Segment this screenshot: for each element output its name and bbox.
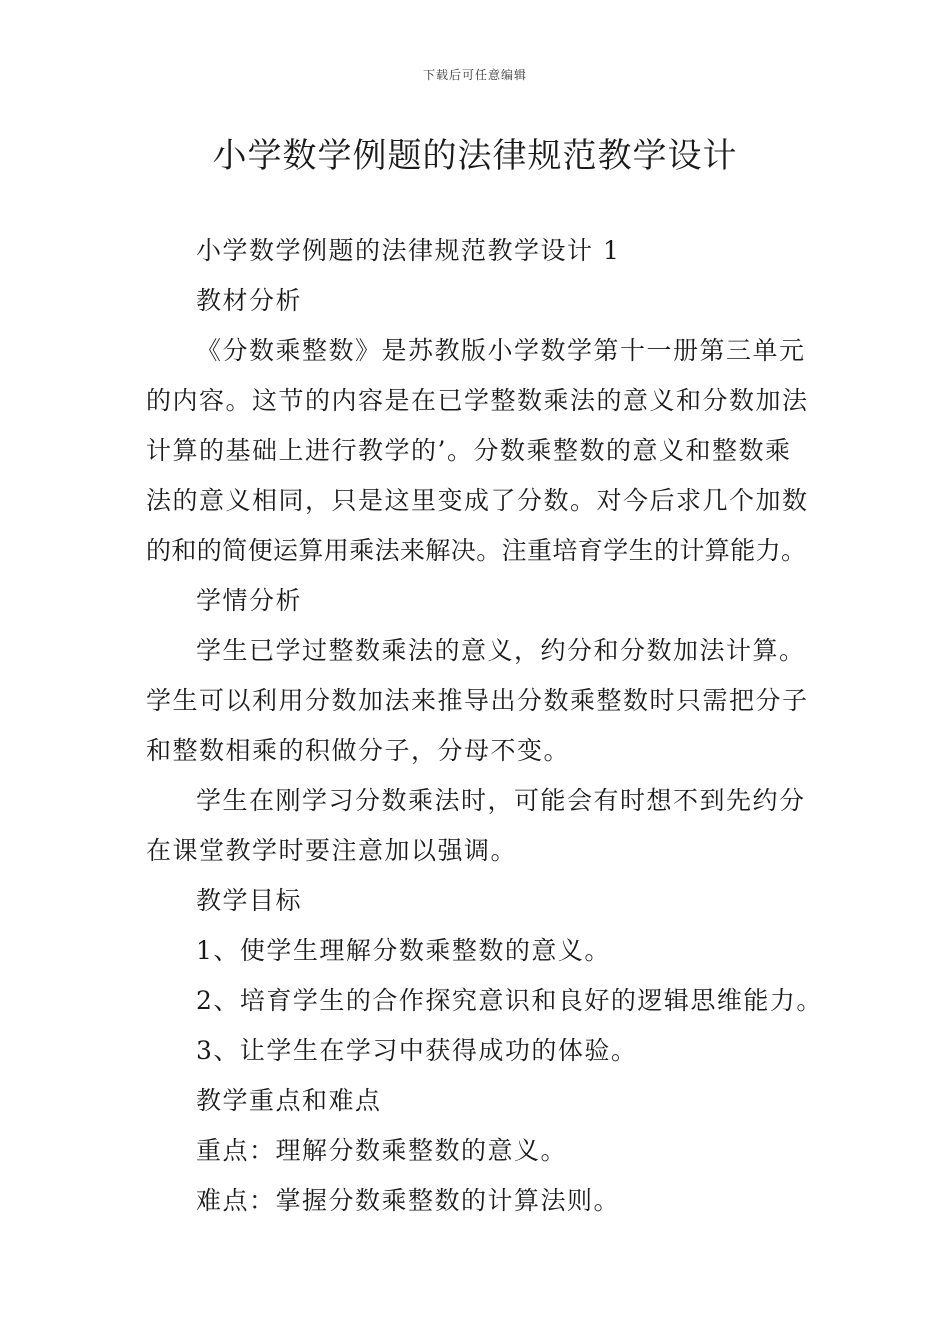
heading-textbook-analysis: 教材分析 — [196, 286, 303, 315]
paragraph-line: 学生可以利用分数加法来推导出分数乘整数时只需把分子 — [146, 686, 809, 715]
goal-item: 1、使学生理解分数乘整数的意义。 — [196, 936, 611, 965]
paragraph-line: 的内容。这节的内容是在已学整数乘法的意义和分数加法 — [146, 386, 809, 415]
goal-item: 3、让学生在学习中获得成功的体验。 — [196, 1036, 638, 1065]
paragraph-line: 学生在刚学习分数乘法时，可能会有时想不到先约分 — [196, 786, 806, 815]
paragraph-line: 和整数相乘的积做分子，分母不变。 — [146, 736, 571, 765]
paragraph-line: 法的意义相同，只是这里变成了分数。对今后求几个加数 — [146, 486, 809, 515]
header-note: 下载后可任意编辑 — [422, 68, 527, 82]
goal-item: 2、培育学生的合作探究意识和良好的逻辑思维能力。 — [196, 986, 823, 1015]
paragraph-line: 《分数乘整数》是苏教版小学数学第十一册第三单元 — [196, 336, 806, 365]
section-subtitle: 小学数学例题的法律规范教学设计 1 — [196, 236, 621, 265]
heading-key-points: 教学重点和难点 — [196, 1086, 382, 1115]
document-title: 小学数学例题的法律规范教学设计 — [212, 136, 738, 176]
paragraph-line: 计算的基础上进行教学的’。分数乘整数的意义和整数乘 — [146, 436, 792, 465]
document-body — [146, 226, 823, 1226]
heading-teaching-goals: 教学目标 — [196, 886, 303, 915]
difficulty-item: 难点：掌握分数乘整数的计算法则。 — [196, 1186, 621, 1215]
paragraph-line: 在课堂教学时要注意加以强调。 — [146, 836, 518, 865]
key-point-item: 重点：理解分数乘整数的意义。 — [196, 1136, 568, 1165]
paragraph-line: 学生已学过整数乘法的意义，约分和分数加法计算。 — [196, 636, 806, 665]
heading-student-analysis: 学情分析 — [196, 586, 303, 615]
paragraph-line: 的和的简便运算用乘法来解决。注重培育学生的计算能力。 — [146, 536, 807, 565]
